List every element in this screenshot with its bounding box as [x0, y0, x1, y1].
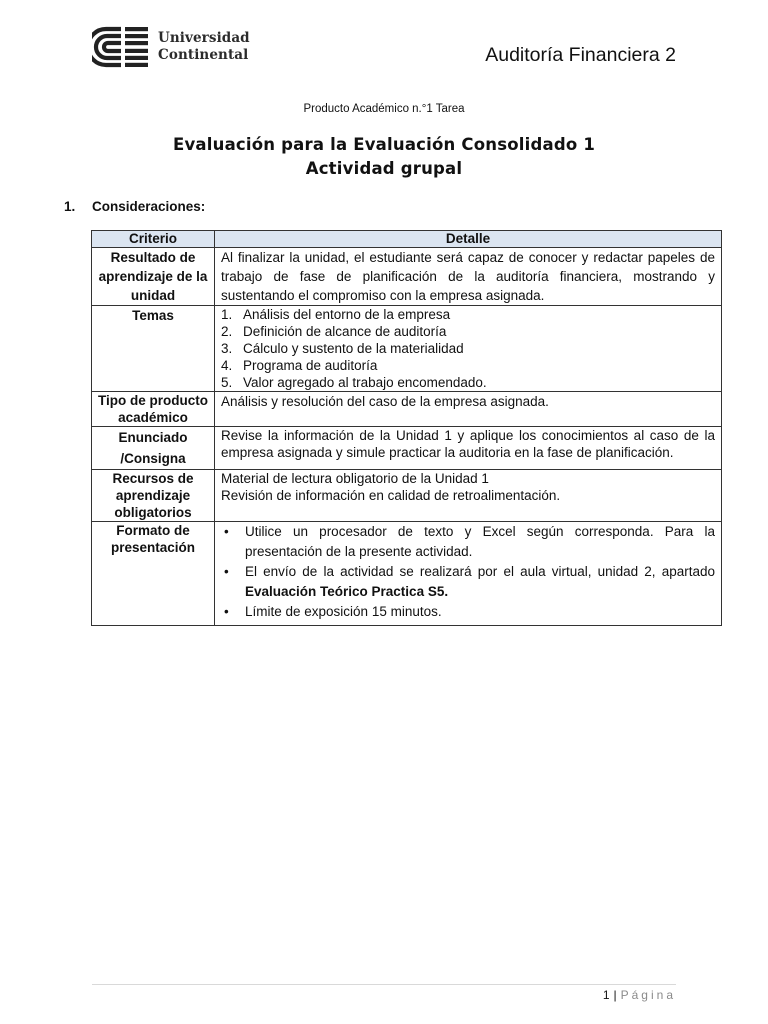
formato-list — [221, 522, 715, 622]
bold-assignment-name: Evaluación Teórico Practica S5. — [245, 584, 449, 599]
table-row — [92, 306, 722, 392]
row-detail-temas — [215, 306, 722, 392]
title-line1: Evaluación para la Evaluación Consolidado 1 — [173, 135, 595, 154]
section-number: 1. — [64, 199, 76, 214]
footer-divider — [92, 984, 676, 985]
page-separator: | — [613, 988, 617, 1002]
university-logo — [92, 26, 250, 68]
row-label-enunciado: Enunciado /Consigna — [92, 427, 215, 470]
document-title — [0, 133, 768, 181]
list-item: 3. Cálculo y sustento de la materialidad — [221, 341, 464, 356]
page-header — [0, 0, 768, 90]
list-item: 4. Programa de auditoría — [221, 358, 378, 373]
row-detail-tipo: Análisis y resolución del caso de la empresa asignada. — [215, 392, 722, 427]
table-row — [92, 248, 722, 306]
table-row — [92, 522, 722, 626]
page-number: 1 — [602, 988, 610, 1002]
title-line2: Actividad grupal — [305, 159, 463, 178]
table-row — [92, 470, 722, 522]
column-header-detalle: Detalle — [215, 231, 722, 248]
row-label-tipo: Tipo de producto académico — [92, 392, 215, 427]
list-item: 5. Valor agregado al trabajo encomendado. — [221, 375, 487, 390]
list-item: • Límite de exposición 15 minutos. — [221, 602, 715, 622]
recursos-line1: Material de lectura obligatorio de la Unidad 1 — [221, 471, 489, 486]
list-item: • Utilice un procesador de texto y Excel según corresponda. Para la presentación de la presente actividad. — [221, 522, 715, 562]
course-title: Auditoría Financiera 2 — [485, 44, 676, 66]
row-label-resultado: Resultado de aprendizaje de la unidad — [92, 248, 215, 306]
row-detail-resultado: Al finalizar la unidad, el estudiante será capaz de conocer y redactar papeles de trabajo de fase de planificación de la auditoría financiera, mostrando y sustentando el compromiso con la empresa asignada. — [215, 248, 722, 306]
row-detail-formato — [215, 522, 722, 626]
table-row — [92, 427, 722, 470]
row-label-temas: Temas — [92, 306, 215, 392]
table-header-row — [92, 231, 722, 248]
logo-line1: Universidad — [158, 30, 250, 46]
column-header-criterio: Criterio — [92, 231, 215, 248]
row-detail-recursos — [215, 470, 722, 522]
row-label-formato: Formato de presentación — [92, 522, 215, 626]
section-title: Consideraciones: — [92, 199, 206, 214]
logo-line2: Continental — [158, 47, 249, 63]
temas-list — [221, 306, 715, 391]
logo-wordmark — [158, 30, 250, 64]
row-detail-enunciado: Revise la información de la Unidad 1 y aplique los conocimientos al caso de la empresa asignada y simule practicar la auditoria en la fase de planificación. — [215, 427, 722, 470]
list-item: 1. Análisis del entorno de la empresa — [221, 307, 451, 322]
product-line: Producto Académico n.°1 Tarea — [303, 103, 465, 115]
list-item: 2. Definición de alcance de auditoría — [221, 324, 447, 339]
row-label-recursos: Recursos de aprendizaje obligatorios — [92, 470, 215, 522]
page-word: Página — [620, 988, 676, 1002]
page-footer — [603, 988, 676, 1002]
continental-logo-icon — [92, 26, 150, 68]
criteria-table — [91, 230, 722, 626]
recursos-line2: Revisión de información en calidad de retroalimentación. — [221, 488, 561, 503]
section-heading — [64, 199, 205, 214]
list-item: • El envío de la actividad se realizará por el aula virtual, unidad 2, apartado Evaluación Teórico Practica S5. — [221, 562, 715, 602]
table-row — [92, 392, 722, 427]
